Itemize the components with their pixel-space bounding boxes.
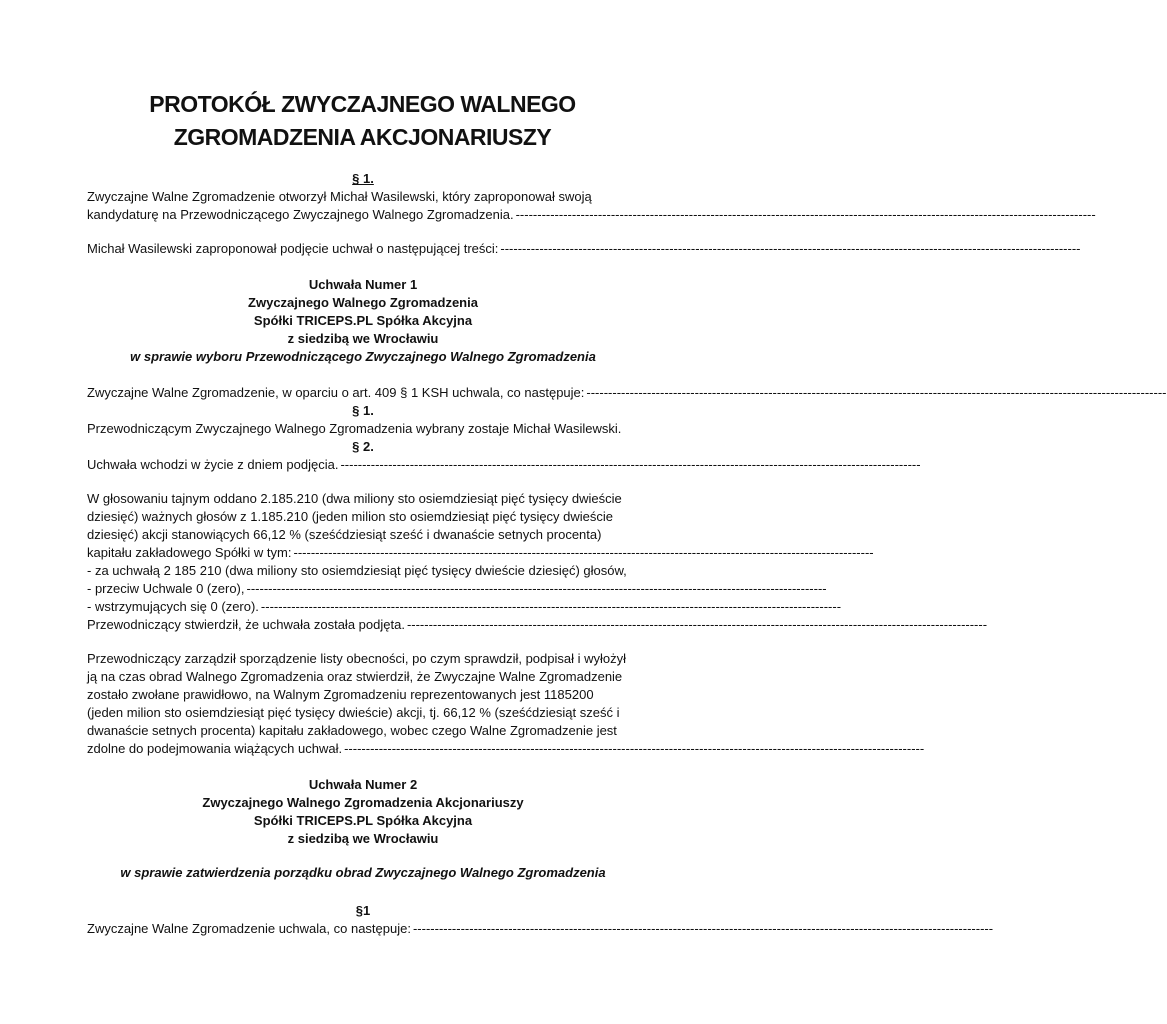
document-title [40,88,685,154]
dash-filler: -------------------------------------------------------------------------------------------------------------------------------------- [515,207,1096,222]
vote-abstain-line: - wstrzymujących się 0 (zero). -------------------------------------------------------------------------------------------------------------------------------------- [87,599,842,614]
resolution-heading: Uchwała Numer 2 [308,777,418,792]
vote-against-line: - przeciw Uchwale 0 (zero), -------------------------------------------------------------------------------------------------------------------------------------- [87,581,827,596]
dash-filler: -------------------------------------------------------------------------------------------------------------------------------------- [412,921,994,936]
paragraph-line: zdolne do podejmowania wiążących uchwał. -------------------------------------------------------------------------------------------------------------------------------------- [87,741,925,756]
section-heading: § 1. [352,171,374,186]
dash-filler: -------------------------------------------------------------------------------------------------------------------------------------- [246,581,827,596]
paragraph-line: dziesięć) akcji stanowiących 66,12 % (sześćdziesiąt sześć i dwanaście setnych procenta) [87,527,602,542]
dash-filler: -------------------------------------------------------------------------------------------------------------------------------------- [260,599,842,614]
vote-result-line: Przewodniczący stwierdził, że uchwała została podjęta. -------------------------------------------------------------------------------------------------------------------------------------- [87,617,988,632]
paragraph-line: kapitału zakładowego Spółki w tym: -------------------------------------------------------------------------------------------------------------------------------------- [87,545,874,560]
paragraph-line: ją na czas obrad Walnego Zgromadzenia oraz stwierdził, że Zwyczajne Walne Zgromadzenie [87,669,623,684]
resolution-heading: Uchwała Numer 1 [308,277,418,292]
paragraph-line: zostało zwołane prawidłowo, na Walnym Zgromadzeniu reprezentowanych jest 1185200 [87,687,594,702]
section-heading: §1 [355,903,371,918]
resolution-body: Zwyczajnego Walnego Zgromadzenia [248,295,478,310]
resolution-body: Zwyczajnego Walnego Zgromadzenia Akcjonariuszy [202,795,524,810]
resolution-subject: w sprawie wyboru Przewodniczącego Zwyczajnego Walnego Zgromadzenia [130,349,596,364]
dash-filler: -------------------------------------------------------------------------------------------------------------------------------------- [344,741,925,756]
paragraph-line: (jeden milion sto osiemdziesiąt pięć tysięcy dwieście) akcji, tj. 66,12 % (sześćdziesiąt sześć i [87,705,620,720]
paragraph-line: Przewodniczącym Zwyczajnego Walnego Zgromadzenia wybrany zostaje Michał Wasilewski. [87,421,622,436]
paragraph-line: dwanaście setnych procenta) kapitału zakładowego, wobec czego Walne Zgromadzenie jest [87,723,617,738]
resolution-company: Spółki TRICEPS.PL Spółka Akcyjna [253,313,473,328]
paragraph-line: dziesięć) ważnych głosów z 1.185.210 (jeden milion sto osiemdziesiąt pięć tysięcy dwieście [87,509,614,524]
paragraph-line: Michał Wasilewski zaproponował podjęcie uchwał o następującej treści: -------------------------------------------------------------------------------------------------------------------------------------- [87,241,1081,256]
title-line-2: ZGROMADZENIA AKCJONARIUSZY [173,124,552,150]
paragraph-line: kandydaturę na Przewodniczącego Zwyczajnego Walnego Zgromadzenia. -------------------------------------------------------------------------------------------------------------------------------------- [87,207,1096,222]
vote-for-line: - za uchwałą 2 185 210 (dwa miliony sto osiemdziesiąt pięć tysięcy dwieście dziesięć) głosów, [87,563,627,578]
dash-filler: -------------------------------------------------------------------------------------------------------------------------------------- [500,241,1081,256]
dash-filler: -------------------------------------------------------------------------------------------------------------------------------------- [406,617,988,632]
paragraph-line: Uchwała wchodzi w życie z dniem podjęcia. -------------------------------------------------------------------------------------------------------------------------------------- [87,457,921,472]
title-line-1: PROTOKÓŁ ZWYCZAJNEGO WALNEGO [149,91,576,117]
dash-filler: -------------------------------------------------------------------------------------------------------------------------------------- [340,457,921,472]
dash-filler: -------------------------------------------------------------------------------------------------------------------------------------- [586,385,1167,400]
dash-filler: -------------------------------------------------------------------------------------------------------------------------------------- [293,545,874,560]
resolution-company: Spółki TRICEPS.PL Spółka Akcyjna [253,813,473,828]
paragraph-line: Przewodniczący zarządził sporządzenie listy obecności, po czym sprawdził, podpisał i wyłożył [87,651,626,666]
paragraph-line: Zwyczajne Walne Zgromadzenie otworzył Michał Wasilewski, który zaproponował swoją [87,189,592,204]
paragraph-line: Zwyczajne Walne Zgromadzenie, w oparciu o art. 409 § 1 KSH uchwala, co następuje: -------------------------------------------------------------------------------------------------------------------------------------- [87,385,1167,400]
resolution-seat: z siedzibą we Wrocławiu [287,331,439,346]
paragraph-line: W głosowaniu tajnym oddano 2.185.210 (dwa miliony sto osiemdziesiąt pięć tysięcy dwieście [87,491,622,506]
resolution-seat: z siedzibą we Wrocławiu [287,831,439,846]
resolution-subject: w sprawie zatwierdzenia porządku obrad Zwyczajnego Walnego Zgromadzenia [120,865,606,880]
paragraph-line: Zwyczajne Walne Zgromadzenie uchwala, co następuje: -------------------------------------------------------------------------------------------------------------------------------------- [87,921,994,936]
section-heading: § 1. [352,403,374,418]
section-heading: § 2. [352,439,374,454]
